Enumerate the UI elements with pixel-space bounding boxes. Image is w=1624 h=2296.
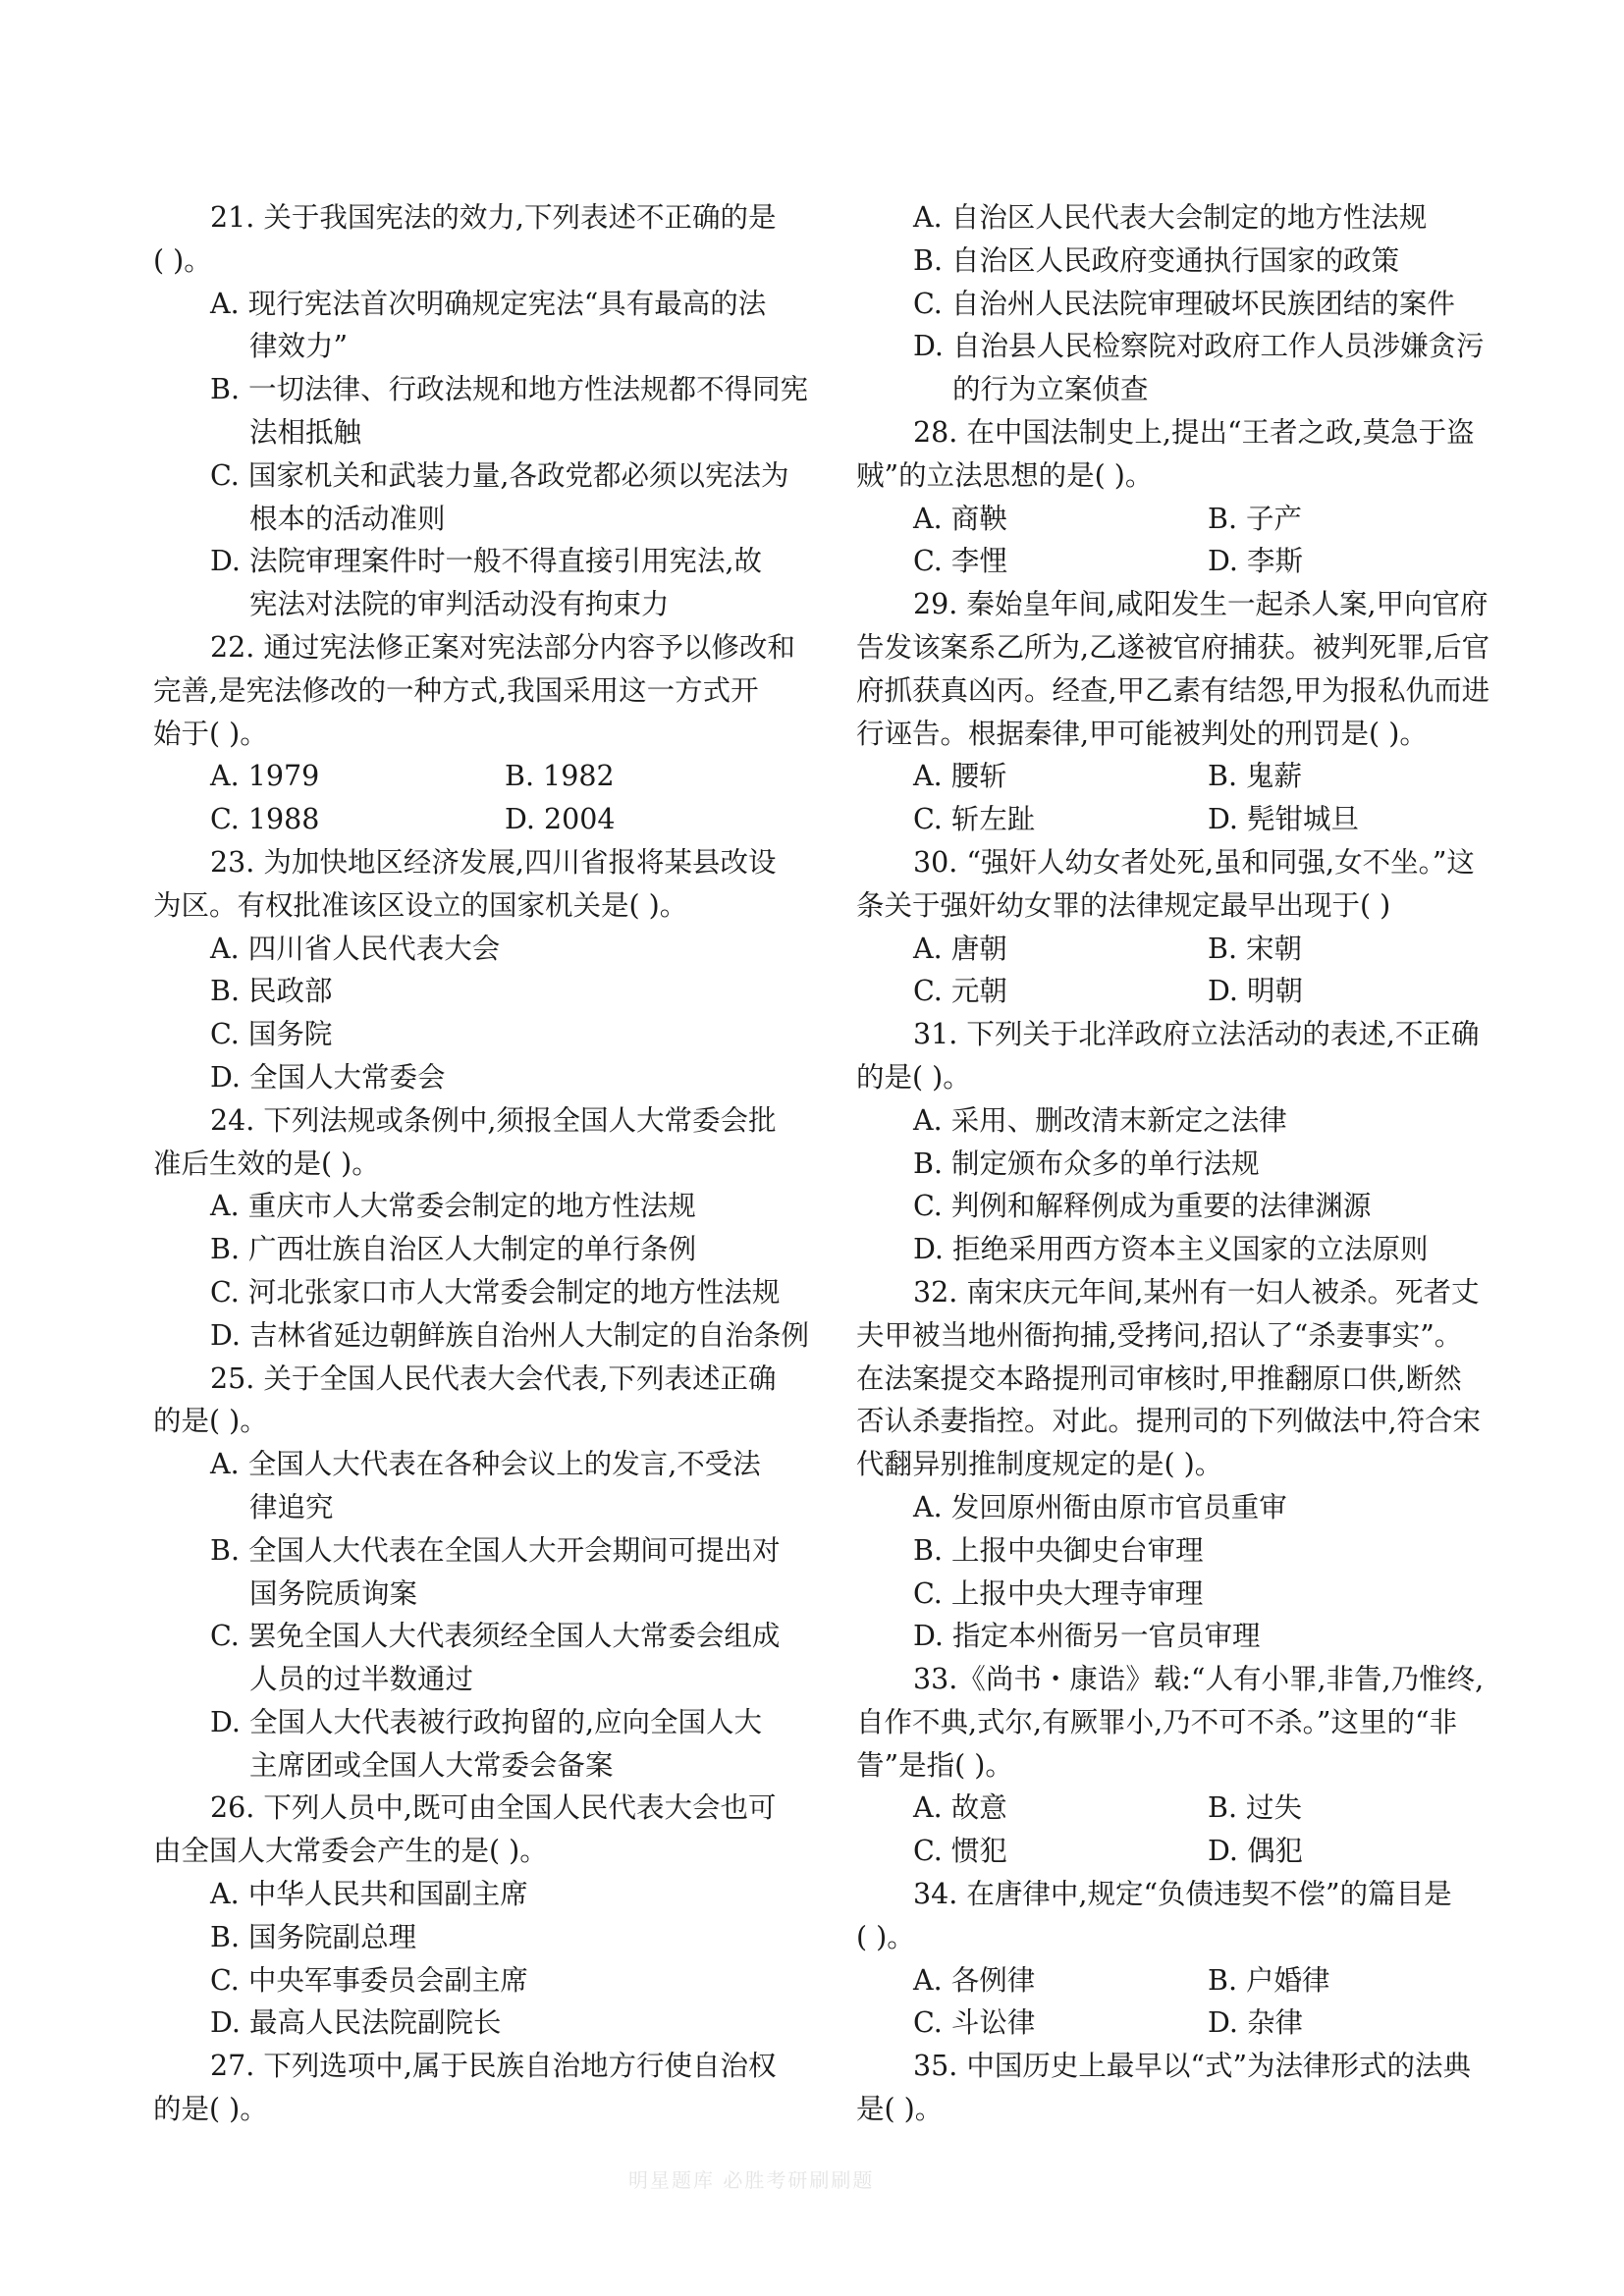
option-pair	[856, 755, 1534, 798]
option-pair	[153, 798, 831, 841]
option-item: A. 腰斩	[913, 760, 1007, 793]
option-line: A. 发回原州衙由原市官员重审	[913, 1490, 1287, 1523]
option-item: B. 鬼薪	[1208, 760, 1303, 793]
question-line: 33.《尚书・康诰》载:“人有小罪,非眚,乃惟终,	[913, 1663, 1485, 1696]
question-continuation: 始于( )。	[153, 717, 268, 750]
option-continuation: 法相抵触	[249, 415, 362, 449]
option-line: A. 四川省人民代表大会	[210, 932, 501, 965]
question-line: 34. 在唐律中,规定“负债违契不偿”的篇目是	[913, 1878, 1452, 1911]
option-pair	[856, 1959, 1534, 2002]
option-line: D. 全国人大常委会	[210, 1060, 446, 1094]
option-line: C. 罢免全国人大代表须经全国人大常委会组成	[210, 1620, 781, 1653]
option-line: B. 上报中央御史台审理	[913, 1533, 1204, 1567]
question-continuation: 的是( )。	[153, 1405, 268, 1438]
option-item: B. 宋朝	[1208, 932, 1303, 965]
option-continuation: 根本的活动准则	[249, 502, 446, 535]
option-item: B. 子产	[1208, 502, 1303, 535]
option-item: C. 惯犯	[913, 1835, 1007, 1868]
question-line: 29. 秦始皇年间,咸阳发生一起杀人案,甲向官府	[913, 588, 1489, 621]
question-continuation: 的是( )。	[856, 1060, 971, 1094]
question-continuation: 夫甲被当地州衙拘捕,受拷问,招认了“杀妻事实”。	[856, 1318, 1463, 1352]
question-line: 25. 关于全国人民代表大会代表,下列表述正确	[210, 1362, 777, 1395]
question-continuation: 为区。有权批准该区设立的国家机关是( )。	[153, 888, 688, 922]
option-item: C. 斩左趾	[913, 803, 1036, 836]
question-continuation: 行诬告。根据秦律,甲可能被判处的刑罚是( )。	[856, 717, 1428, 750]
question-line: 31. 下列关于北洋政府立法活动的表述,不正确	[913, 1018, 1480, 1051]
question-continuation: 告发该案系乙所为,乙遂被官府捕获。被判死罪,后官	[856, 630, 1490, 664]
option-line: C. 判例和解释例成为重要的法律渊源	[913, 1190, 1372, 1223]
option-continuation: 律追究	[249, 1490, 334, 1523]
option-continuation: 律效力”	[249, 330, 349, 363]
option-item: C. 元朝	[913, 975, 1007, 1008]
option-line: C. 上报中央大理寺审理	[913, 1576, 1204, 1610]
option-item: D. 髡钳城旦	[1208, 803, 1359, 836]
option-line: A. 中华人民共和国副主席	[210, 1878, 528, 1911]
option-continuation: 人员的过半数通过	[249, 1663, 474, 1696]
option-item: D. 李斯	[1208, 545, 1303, 578]
left-column	[153, 196, 831, 2131]
question-continuation: 在法案提交本路提刑司审核时,甲推翻原口供,断然	[856, 1362, 1462, 1395]
question-continuation: 自作不典,式尔,有厥罪小,乃不可不杀。”这里的“非	[856, 1705, 1458, 1738]
option-line: C. 国家机关和武装力量,各政党都必须以宪法为	[210, 458, 789, 492]
option-line: B. 全国人大代表在全国人大开会期间可提出对	[210, 1533, 781, 1567]
option-line: D. 法院审理案件时一般不得直接引用宪法,故	[210, 545, 763, 578]
option-line: B. 制定颁布众多的单行法规	[913, 1147, 1260, 1180]
option-line: D. 自治县人民检察院对政府工作人员涉嫌贪污	[913, 330, 1485, 363]
question-continuation: ( )。	[856, 1920, 915, 1953]
watermark-footer: 明星题库 必胜考研刷刷题	[628, 2168, 875, 2192]
question-line: 35. 中国历史上最早以“式”为法律形式的法典	[913, 2050, 1472, 2083]
option-item: B. 户婚律	[1208, 1963, 1330, 1997]
option-item: A. 各例律	[913, 1963, 1036, 1997]
option-item: C. 李悝	[913, 545, 1007, 578]
option-item: C. 1988	[210, 803, 320, 836]
question-continuation: 准后生效的是( )。	[153, 1147, 380, 1180]
option-line: B. 国务院副总理	[210, 1920, 417, 1953]
option-line: C. 自治州人民法院审理破坏民族团结的案件	[913, 287, 1455, 320]
option-continuation: 的行为立案侦查	[952, 373, 1149, 406]
question-continuation: 眚”是指( )。	[856, 1748, 1013, 1782]
question-continuation: 府抓获真凶丙。经查,甲乙素有结怨,甲为报私仇而进	[856, 673, 1490, 707]
option-line: D. 吉林省延边朝鲜族自治州人大制定的自治条例	[210, 1318, 809, 1352]
option-line: D. 最高人民法院副院长	[210, 2006, 502, 2040]
question-line: 26. 下列人员中,既可由全国人民代表大会也可	[210, 1791, 777, 1825]
option-item: D. 偶犯	[1208, 1835, 1303, 1868]
option-item: B. 过失	[1208, 1791, 1303, 1825]
option-line: B. 一切法律、行政法规和地方性法规都不得同宪	[210, 373, 809, 406]
question-line: 23. 为加快地区经济发展,四川省报将某县改设	[210, 845, 777, 879]
option-item: A. 故意	[913, 1791, 1007, 1825]
option-pair	[153, 755, 831, 798]
option-item: A. 唐朝	[913, 932, 1007, 965]
question-line: 27. 下列选项中,属于民族自治地方行使自治权	[210, 2050, 777, 2083]
option-pair	[856, 1787, 1534, 1830]
option-item: D. 2004	[505, 803, 616, 836]
option-line: C. 中央军事委员会副主席	[210, 1963, 528, 1997]
option-item: A. 商鞅	[913, 502, 1007, 535]
question-continuation: 代翻异别推制度规定的是( )。	[856, 1448, 1223, 1481]
option-pair	[856, 970, 1534, 1013]
option-pair	[856, 540, 1534, 583]
option-line: B. 自治区人民政府变通执行国家的政策	[913, 243, 1400, 277]
question-continuation: 由全国人大常委会产生的是( )。	[153, 1835, 548, 1868]
option-item: D. 明朝	[1208, 975, 1303, 1008]
option-item: C. 斗讼律	[913, 2006, 1036, 2040]
question-continuation: 是( )。	[856, 2093, 944, 2126]
option-item: A. 1979	[210, 760, 320, 793]
option-line: A. 全国人大代表在各种会议上的发言,不受法	[210, 1448, 761, 1481]
question-line: 24. 下列法规或条例中,须报全国人大常委会批	[210, 1103, 777, 1137]
question-continuation: 完善,是宪法修改的一种方式,我国采用这一方式开	[153, 673, 759, 707]
option-line: A. 重庆市人大常委会制定的地方性法规	[210, 1190, 696, 1223]
option-line: A. 采用、删改清末新定之法律	[913, 1103, 1287, 1137]
option-line: D. 全国人大代表被行政拘留的,应向全国人大	[210, 1705, 763, 1738]
option-line: D. 指定本州衙另一官员审理	[913, 1620, 1261, 1653]
option-pair	[856, 498, 1534, 541]
option-item: D. 杂律	[1208, 2006, 1303, 2040]
option-pair	[856, 2002, 1534, 2045]
question-line: 22. 通过宪法修正案对宪法部分内容予以修改和	[210, 630, 795, 664]
question-line: 30. “强奸人幼女者处死,虽和同强,女不坐。”这	[913, 845, 1475, 879]
option-line: C. 国务院	[210, 1018, 333, 1051]
option-line: D. 拒绝采用西方资本主义国家的立法原则	[913, 1233, 1429, 1266]
option-pair	[856, 1830, 1534, 1873]
question-continuation: 否认杀妻指控。对此。提刑司的下列做法中,符合宋	[856, 1405, 1482, 1438]
question-continuation: ( )。	[153, 243, 212, 277]
question-line: 32. 南宋庆元年间,某州有一妇人被杀。死者丈	[913, 1275, 1480, 1308]
option-continuation: 主席团或全国人大常委会备案	[249, 1748, 614, 1782]
option-line: B. 民政部	[210, 975, 333, 1008]
option-continuation: 宪法对法院的审判活动没有拘束力	[249, 588, 670, 621]
option-line: A. 自治区人民代表大会制定的地方性法规	[913, 201, 1428, 234]
right-column	[856, 196, 1534, 2131]
option-continuation: 国务院质询案	[249, 1576, 418, 1610]
question-line: 21. 关于我国宪法的效力,下列表述不正确的是	[210, 201, 777, 234]
option-pair	[856, 928, 1534, 971]
question-line: 28. 在中国法制史上,提出“王者之政,莫急于盗	[913, 415, 1475, 449]
option-pair	[856, 798, 1534, 841]
question-continuation: 条关于强奸幼女罪的法律规定最早出现于( )	[856, 888, 1391, 922]
option-line: A. 现行宪法首次明确规定宪法“具有最高的法	[210, 287, 767, 320]
option-line: C. 河北张家口市人大常委会制定的地方性法规	[210, 1275, 781, 1308]
question-continuation: 贼”的立法思想的是( )。	[856, 458, 1154, 492]
option-line: B. 广西壮族自治区人大制定的单行条例	[210, 1233, 697, 1266]
question-continuation: 的是( )。	[153, 2093, 268, 2126]
option-item: B. 1982	[505, 760, 615, 793]
